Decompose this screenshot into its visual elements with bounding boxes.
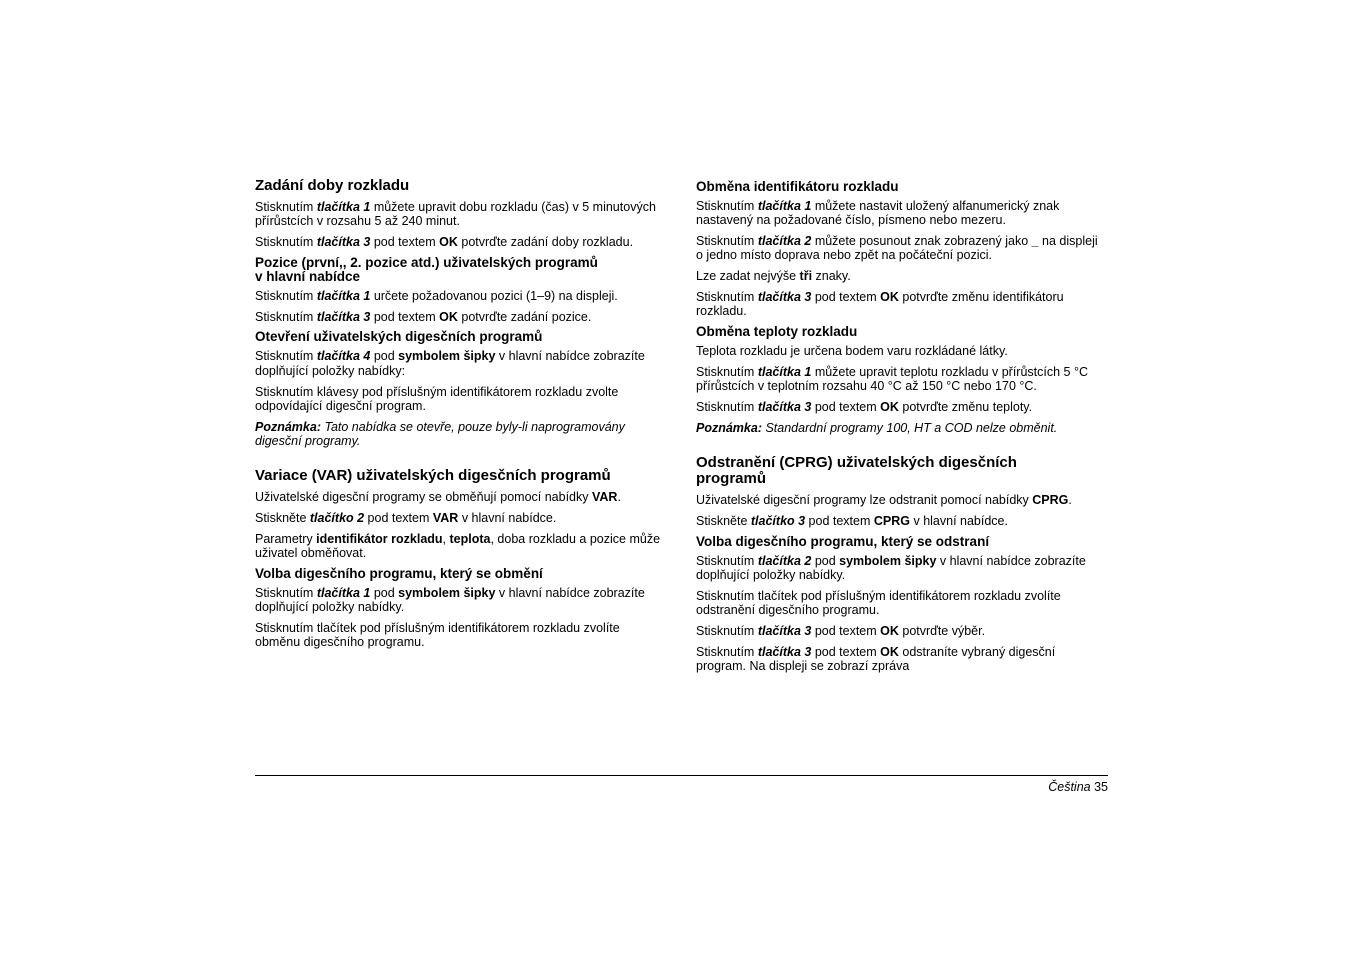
- text-run: tlačítka 1: [316, 200, 371, 214]
- text-run: Standardní programy 100, HT a COD nelze obměnit.: [762, 420, 1058, 435]
- text-run: pod textem: [370, 309, 440, 324]
- text-run: tlačítka 1: [757, 199, 812, 213]
- paragraph-otevreni-1: [255, 349, 667, 378]
- text-run: Stisknutím: [696, 399, 758, 414]
- text-run: OK: [880, 623, 899, 638]
- text-run: Stisknutím: [255, 585, 317, 600]
- paragraph-otevreni-2: [255, 385, 667, 414]
- text-run: potvrďte zadání doby rozkladu.: [457, 235, 634, 250]
- text-run: v hlavní nabídce zobrazíte doplňující položky nabídky.: [255, 585, 645, 615]
- heading-obmena-identifikatoru: Obměna identifikátoru rozkladu: [696, 179, 899, 194]
- text-run: potvrďte změnu teploty.: [898, 399, 1033, 414]
- left-column: [255, 178, 667, 656]
- paragraph-odstraneni-1: [696, 493, 1108, 507]
- text-run: tlačítko 3: [750, 513, 806, 528]
- text-run: můžete posunout znak zobrazený jako: [811, 234, 1032, 249]
- text-run: znaky.: [812, 269, 851, 284]
- paragraph-variace-3: [255, 532, 667, 561]
- paragraph-ident-3: [696, 269, 1108, 283]
- text-run: Parametry: [255, 531, 317, 546]
- text-run: Stisknutím: [696, 644, 758, 659]
- text-run: _: [1031, 234, 1039, 249]
- paragraph-ident-1: [696, 199, 1108, 228]
- paragraph-pozice-2: [255, 310, 667, 324]
- paragraph-ident-2: [696, 234, 1108, 263]
- text-run: Stisknutím: [696, 199, 758, 213]
- page-number: 35: [1094, 780, 1108, 794]
- text-run: tlačítka 3: [316, 235, 371, 250]
- text-run: v hlavní nabídce zobrazíte doplňující položky nabídky:: [255, 349, 645, 378]
- text-run: tlačítka 4: [316, 349, 371, 364]
- text-run: Stisknutím: [696, 623, 758, 638]
- text-run: VAR: [591, 490, 618, 505]
- text-run: .: [617, 490, 621, 505]
- paragraph-ident-4: [696, 290, 1108, 319]
- text-run: můžete nastavit uložený alfanumerický znak nastavený na požadované číslo, písmeno nebo mezeru.: [696, 199, 1060, 228]
- heading-pozice: [255, 256, 667, 284]
- text-run: pod textem: [805, 513, 874, 528]
- text-run: Stisknutím klávesy pod příslušným identifikátorem rozkladu zvolte odpovídající digesční program.: [255, 384, 619, 413]
- text-run: Stiskněte: [696, 513, 751, 528]
- text-run: identifikátor rozkladu: [316, 531, 443, 546]
- paragraph-teplota-2: [696, 365, 1108, 394]
- note-teplota: [696, 421, 1108, 435]
- text-run: tlačítka 1: [757, 364, 812, 379]
- footer-language: Čeština: [1048, 780, 1091, 794]
- paragraph-teplota-1: [696, 344, 1108, 358]
- text-run: OK: [880, 289, 899, 304]
- text-run: ,: [442, 531, 450, 546]
- text-run: potvrďte zadání pozice.: [457, 309, 592, 324]
- text-run: CPRG: [1032, 493, 1069, 508]
- text-run: CPRG: [873, 513, 910, 528]
- text-run: teplota: [449, 531, 491, 546]
- paragraph-volba-odstrani-3: [696, 624, 1108, 638]
- footer-rule: [255, 775, 1108, 776]
- paragraph-volba-odstrani-4: [696, 645, 1108, 674]
- text-run: pod: [370, 585, 399, 600]
- heading-pozice-line1: Pozice (první,, 2. pozice atd.) uživatelských programů: [255, 254, 598, 270]
- text-run: na displeji o jedno místo doprava nebo zpět na počáteční pozici.: [696, 234, 1098, 263]
- text-run: Stisknutím: [255, 349, 317, 364]
- text-run: tlačítka 3: [757, 289, 812, 304]
- text-run: Stisknutím: [255, 309, 317, 324]
- paragraph-variace-1: [255, 490, 667, 504]
- paragraph-volba-obmeni-1: [255, 586, 667, 615]
- text-run: odstraníte vybraný digesční program. Na displeji se zobrazí zpráva: [696, 644, 1056, 673]
- paragraph-volba-odstrani-2: [696, 589, 1108, 618]
- paragraph-odstraneni-2: [696, 514, 1108, 528]
- text-run: můžete upravit teplotu rozkladu v přírůstcích 5 °C přírůstcích v teplotním rozsahu 40 °C až 150 °C nebo 170 °C.: [696, 364, 1088, 394]
- note-otevreni: [255, 420, 667, 449]
- page-footer: [1048, 780, 1108, 794]
- text-run: OK: [880, 399, 899, 414]
- text-run: pod textem: [811, 399, 881, 414]
- text-run: Stisknutím: [255, 235, 317, 250]
- text-run: v hlavní nabídce.: [910, 513, 1008, 528]
- paragraph-teplota-3: [696, 400, 1108, 414]
- text-run: pod textem: [811, 623, 881, 638]
- text-run: potvrďte výběr.: [898, 623, 986, 638]
- text-run: v hlavní nabídce zobrazíte doplňující položky nabídky.: [696, 553, 1086, 582]
- text-run: OK: [880, 644, 899, 659]
- text-run: pod: [370, 349, 399, 364]
- paragraph-doba-2: [255, 235, 667, 249]
- text-run: pod textem: [364, 511, 433, 526]
- text-run: OK: [439, 235, 458, 250]
- right-column: [696, 178, 1108, 680]
- heading-odstraneni-line1: Odstranění (CPRG) uživatelských digesčních: [696, 454, 1017, 472]
- text-run: určete požadovanou pozici (1–9) na displeji.: [370, 288, 618, 303]
- text-run: Lze zadat nejvýše: [696, 269, 800, 284]
- text-run: tři: [799, 269, 813, 284]
- text-run: Poznámka:: [696, 420, 762, 435]
- text-run: Uživatelské digesční programy se obměňují pomocí nabídky: [255, 490, 592, 505]
- heading-obmena-teploty: Obměna teploty rozkladu: [696, 324, 858, 340]
- text-run: můžete upravit dobu rozkladu (čas) v 5 minutových přírůstcích v rozsahu 5 až 240 minut.: [255, 200, 656, 229]
- heading-odstraneni: [696, 455, 1108, 487]
- text-run: Stisknutím tlačítek pod příslušným identifikátorem rozkladu zvolíte odstranění digesčního programu.: [696, 588, 1061, 618]
- text-run: Teplota rozkladu je určena bodem varu rozkládané látky.: [696, 344, 1008, 359]
- text-run: pod textem: [370, 235, 440, 250]
- text-run: Stisknutím tlačítek pod příslušným identifikátorem rozkladu zvolíte obměnu digesčního programu.: [255, 621, 620, 650]
- text-run: Poznámka:: [255, 419, 321, 434]
- text-run: symbolem šipky: [839, 553, 937, 568]
- heading-zadani-doby-rozkladu: Zadání doby rozkladu: [255, 177, 410, 194]
- text-run: tlačítka 2: [757, 234, 812, 249]
- text-run: , doba rozkladu a pozice může uživatel obměňovat.: [255, 531, 661, 561]
- text-run: tlačítko 2: [309, 511, 365, 526]
- heading-odstraneni-line2: programů: [696, 470, 767, 488]
- text-run: Uživatelské digesční programy lze odstranit pomocí nabídky: [696, 493, 1033, 508]
- text-run: .: [1068, 493, 1072, 508]
- text-run: tlačítka 3: [757, 399, 812, 414]
- text-run: tlačítka 3: [757, 644, 812, 659]
- heading-variace: Variace (VAR) uživatelských digesčních programů: [255, 467, 611, 485]
- text-run: Tato nabídka se otevře, pouze byly-li naprogramovány digesční programy.: [255, 419, 625, 448]
- text-run: Stisknutím: [696, 289, 758, 304]
- text-run: Stisknutím: [696, 553, 758, 568]
- text-run: Stisknutím: [255, 288, 317, 303]
- paragraph-doba-1: [255, 200, 667, 229]
- text-run: OK: [439, 309, 458, 324]
- text-run: tlačítka 2: [757, 553, 812, 568]
- paragraph-variace-2: [255, 511, 667, 525]
- text-run: tlačítka 1: [316, 585, 371, 600]
- heading-volba-obmeni: Volba digesčního programu, který se obmění: [255, 565, 543, 581]
- text-run: pod: [811, 553, 840, 568]
- paragraph-pozice-1: [255, 289, 667, 303]
- text-run: tlačítka 3: [757, 623, 812, 638]
- text-run: Stisknutím: [696, 234, 758, 249]
- text-run: Stiskněte: [255, 511, 310, 526]
- text-run: v hlavní nabídce.: [458, 511, 557, 526]
- text-run: VAR: [432, 511, 459, 526]
- heading-volba-odstrani: Volba digesčního programu, který se odstraní: [696, 533, 990, 549]
- heading-pozice-line2: v hlavní nabídce: [255, 268, 361, 284]
- paragraph-volba-obmeni-2: [255, 621, 667, 650]
- paragraph-volba-odstrani-1: [696, 554, 1108, 583]
- text-run: pod textem: [811, 289, 881, 304]
- heading-otevreni: Otevření uživatelských digesčních programů: [255, 329, 543, 345]
- text-run: pod textem: [811, 644, 881, 659]
- text-run: tlačítka 3: [316, 309, 371, 324]
- text-run: potvrďte změnu identifikátoru rozkladu.: [696, 289, 1064, 319]
- text-run: symbolem šipky: [398, 585, 496, 600]
- text-run: symbolem šipky: [398, 349, 496, 364]
- text-run: Stisknutím: [696, 364, 758, 379]
- text-run: tlačítka 1: [316, 288, 371, 303]
- text-run: Stisknutím: [255, 200, 317, 214]
